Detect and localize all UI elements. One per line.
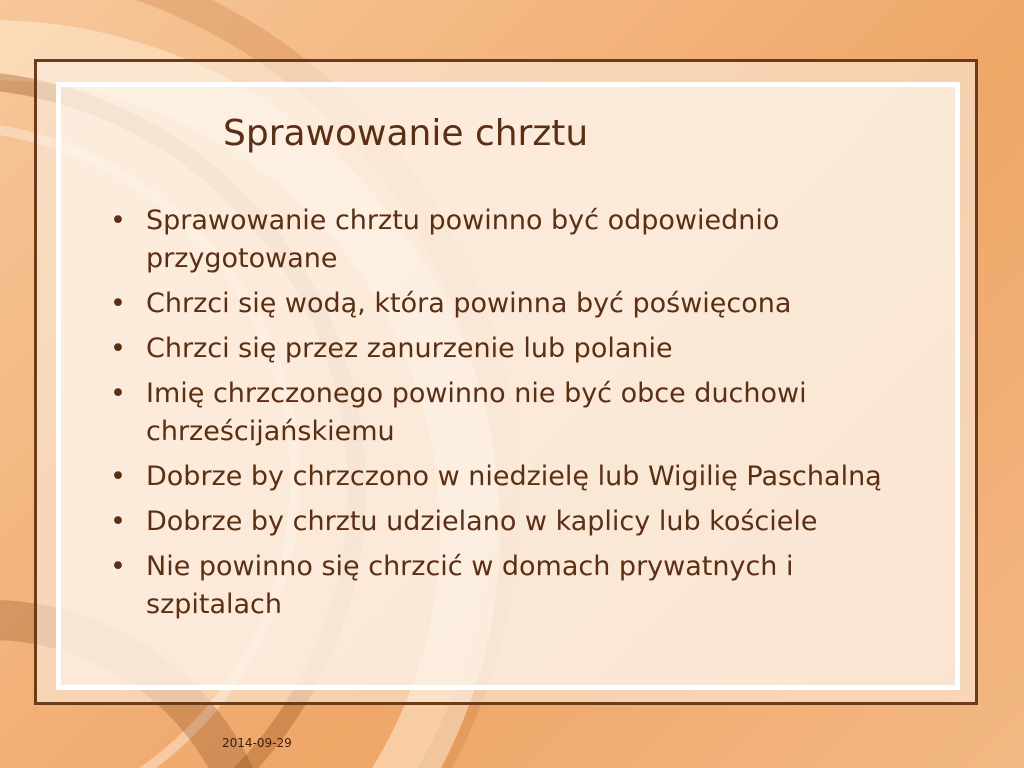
bullet-text: Chrzci się przez zanurzenie lub polanie bbox=[146, 333, 673, 364]
bullet-text: Imię chrzczonego powinno nie być obce duchowi chrześcijańskiemu bbox=[146, 378, 807, 447]
slide-date: 2014-09-29 bbox=[222, 736, 292, 750]
bullet-dot: • bbox=[110, 378, 126, 409]
bullet-text: Dobrze by chrzczono w niedzielę lub Wigilię Paschalną bbox=[146, 461, 882, 492]
bullet-text: Nie powinno się chrzcić w domach prywatnych i szpitalach bbox=[146, 551, 794, 620]
bullet-item bbox=[108, 548, 928, 624]
bullet-item bbox=[108, 330, 928, 368]
bullet-dot: • bbox=[110, 551, 126, 582]
slide-title: Sprawowanie chrztu bbox=[223, 113, 589, 154]
bullet-text: Sprawowanie chrztu powinno być odpowiednio przygotowane bbox=[146, 205, 780, 274]
bullet-dot: • bbox=[110, 333, 126, 364]
bullet-dot: • bbox=[110, 461, 126, 492]
bullet-list bbox=[108, 202, 928, 631]
bullet-dot: • bbox=[110, 205, 126, 236]
bullet-dot: • bbox=[110, 506, 126, 537]
bullet-item bbox=[108, 503, 928, 541]
bullet-item bbox=[108, 202, 928, 278]
bullet-dot: • bbox=[110, 288, 126, 319]
bullet-item bbox=[108, 285, 928, 323]
bullet-item bbox=[108, 458, 928, 496]
bullet-text: Chrzci się wodą, która powinna być poświęcona bbox=[146, 288, 792, 319]
bullet-item bbox=[108, 375, 928, 451]
bullet-text: Dobrze by chrztu udzielano w kaplicy lub kościele bbox=[146, 506, 818, 537]
